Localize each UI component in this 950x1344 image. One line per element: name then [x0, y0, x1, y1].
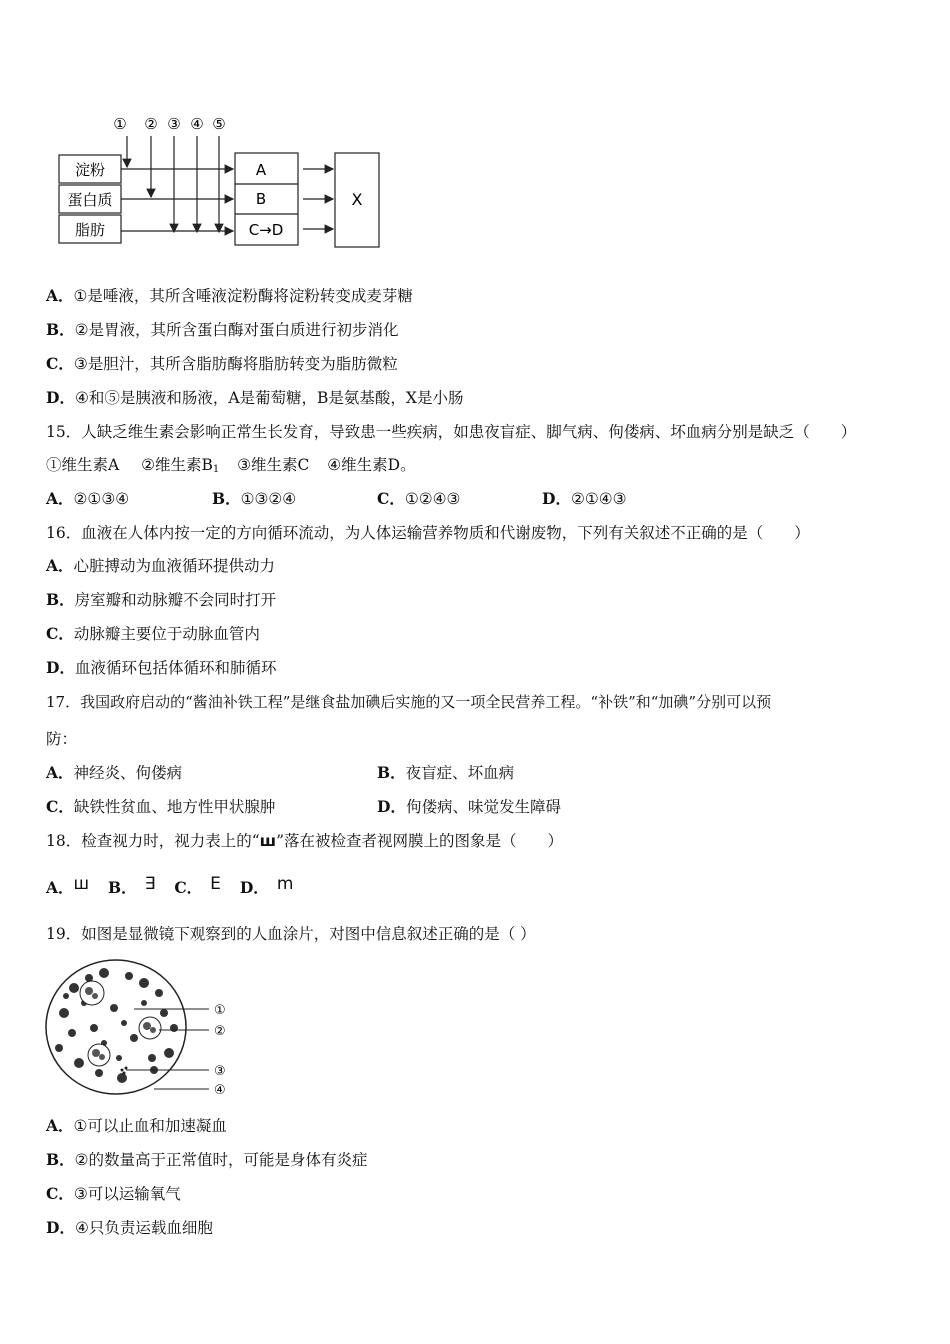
- option-label: D．: [46, 1218, 75, 1237]
- eye-symbol-icon: E: [210, 874, 221, 894]
- circle-num-4: ④: [190, 115, 204, 133]
- q18-stem: 18．检查视力时，视力表上的“ш”落在被检查者视网膜上的图象是（ ）: [46, 832, 564, 850]
- option-label: B．: [46, 320, 75, 339]
- option-text: ④只负责运载血细胞: [74, 1219, 213, 1237]
- q16-stem: 16．血液在人体内按一定的方向循环流动，为人体运输营养物质和代谢废物，下列有关叙述不正确的是（ ）: [46, 524, 810, 542]
- product-c-d: C→D: [248, 221, 284, 239]
- q16-option-b[interactable]: [46, 590, 276, 610]
- option-label: A．: [46, 286, 74, 305]
- q14-option-a[interactable]: [46, 286, 413, 306]
- vitamin-b1: ②维生素$B_1$: [141, 456, 220, 475]
- digestion-diagram: [55, 110, 395, 255]
- q19-option-c[interactable]: [46, 1184, 181, 1204]
- circle-num-5: ⑤: [212, 115, 226, 133]
- option-text: ②①③④: [73, 490, 130, 508]
- option-text: 神经炎、佝偻病: [73, 764, 183, 782]
- option-label: C．: [174, 878, 203, 897]
- option-label: C．: [46, 1184, 74, 1203]
- q15-option-a[interactable]: [46, 489, 129, 509]
- blood-smear-figure: [44, 958, 244, 1100]
- option-text: 心脏搏动为血液循环提供动力: [73, 557, 276, 575]
- option-label: D．: [46, 658, 75, 677]
- q17-stem-line2: 防：: [46, 730, 78, 748]
- q15-option-c[interactable]: [377, 489, 460, 509]
- option-label: A．: [46, 878, 74, 897]
- option-label: B．: [377, 763, 406, 782]
- blood-label-4: ④: [214, 1083, 226, 1098]
- option-text: ④和⑤是胰液和肠液，A是葡萄糖，B是氨基酸，X是小肠: [74, 389, 464, 407]
- q18-option-b[interactable]: [108, 874, 155, 898]
- option-label: C．: [46, 354, 74, 373]
- option-label: D．: [46, 388, 75, 407]
- option-text: 夜盲症、坏血病: [405, 764, 515, 782]
- circle-num-3: ③: [167, 115, 181, 133]
- option-text: ①是唾液，其所含唾液淀粉酶将淀粉转变成麦芽糖: [73, 287, 413, 305]
- eye-chart-symbol: ш: [259, 832, 277, 850]
- q17-option-b[interactable]: [377, 763, 514, 783]
- q19-option-a[interactable]: [46, 1116, 227, 1136]
- nutrient-starch: 淀粉: [74, 161, 106, 179]
- blood-label-3: ③: [214, 1064, 226, 1079]
- eye-symbol-icon: ш: [73, 874, 90, 894]
- nutrient-protein: 蛋白质: [67, 191, 113, 209]
- option-label: C．: [46, 624, 74, 643]
- product-b: B: [255, 190, 267, 208]
- q15-option-d[interactable]: [542, 489, 627, 509]
- option-text: ①②④③: [404, 490, 461, 508]
- circle-num-2: ②: [144, 115, 158, 133]
- q14-option-d[interactable]: [46, 388, 463, 408]
- option-label: B．: [46, 590, 75, 609]
- q18-option-a[interactable]: [46, 874, 89, 898]
- q14-option-b[interactable]: [46, 320, 399, 340]
- q18-options: [46, 874, 307, 898]
- option-text: ②的数量高于正常值时，可能是身体有炎症: [74, 1151, 368, 1169]
- q18-option-d[interactable]: [240, 874, 294, 898]
- option-text: 血液循环包括体循环和肺循环: [74, 659, 277, 677]
- vitamin-d: ④维生素D。: [327, 456, 416, 474]
- vitamin-a: ①维生素A: [46, 456, 120, 474]
- option-label: D．: [239, 878, 269, 897]
- q14-option-c[interactable]: [46, 354, 398, 374]
- circle-num-1: ①: [113, 115, 127, 133]
- option-label: A．: [46, 556, 74, 575]
- q17-option-a[interactable]: [46, 763, 182, 783]
- option-text: 房室瓣和动脉瓣不会同时打开: [74, 591, 277, 609]
- option-label: A．: [46, 1116, 74, 1135]
- q17-option-c[interactable]: [46, 797, 275, 817]
- target-x: X: [351, 190, 363, 209]
- q15-vitamin-list: [46, 455, 416, 480]
- q16-option-c[interactable]: [46, 624, 260, 644]
- eye-symbol-icon: m: [276, 874, 294, 894]
- option-label: B．: [212, 489, 241, 508]
- option-label: C．: [46, 797, 74, 816]
- blood-label-2: ②: [214, 1024, 226, 1039]
- q19-option-d[interactable]: [46, 1218, 213, 1238]
- q15-stem: 15．人缺乏维生素会影响正常生长发育，导致患一些疾病，如患夜盲症、脚气病、佝偻病、坏血病分别是缺乏（ ）: [46, 423, 857, 441]
- option-text: ①③②④: [240, 490, 297, 508]
- option-label: C．: [377, 489, 405, 508]
- q16-option-d[interactable]: [46, 658, 276, 678]
- q15-option-b[interactable]: [212, 489, 296, 509]
- option-text: 缺铁性贫血、地方性甲状腺肿: [73, 798, 276, 816]
- option-text: ③是胆汁，其所含脂肪酶将脂肪转变为脂肪微粒: [73, 355, 398, 373]
- option-label: A．: [46, 763, 74, 782]
- option-label: D．: [542, 489, 571, 508]
- eye-symbol-icon: ∃: [144, 874, 156, 894]
- option-text: 佝偻病、味觉发生障碍: [405, 798, 561, 816]
- option-text: 动脉瓣主要位于动脉血管内: [73, 625, 260, 643]
- q19-option-b[interactable]: [46, 1150, 368, 1170]
- q17-option-d[interactable]: [377, 797, 561, 817]
- q16-option-a[interactable]: [46, 556, 275, 576]
- option-text: ①可以止血和加速凝血: [73, 1117, 227, 1135]
- option-label: D．: [377, 797, 406, 816]
- nutrient-fat: 脂肪: [74, 221, 106, 239]
- q18-option-c[interactable]: [174, 874, 221, 898]
- option-text: ②①④③: [570, 490, 627, 508]
- option-label: B．: [108, 878, 137, 897]
- blood-label-1: ①: [214, 1003, 226, 1018]
- option-text: ②是胃液，其所含蛋白酶对蛋白质进行初步消化: [74, 321, 399, 339]
- option-label: A．: [46, 489, 74, 508]
- product-a: A: [255, 161, 267, 179]
- q19-stem: 19．如图是显微镜下观察到的人血涂片，对图中信息叙述正确的是（ ）: [46, 925, 536, 943]
- option-label: B．: [46, 1150, 75, 1169]
- q17-stem-line1: 17．我国政府启动的“酱油补铁工程”是继食盐加碘后实施的又一项全民营养工程。“补铁”和“加碘”分别可以预: [46, 693, 772, 711]
- vitamin-c: ③维生素C: [237, 456, 310, 474]
- option-text: ③可以运输氧气: [73, 1185, 181, 1203]
